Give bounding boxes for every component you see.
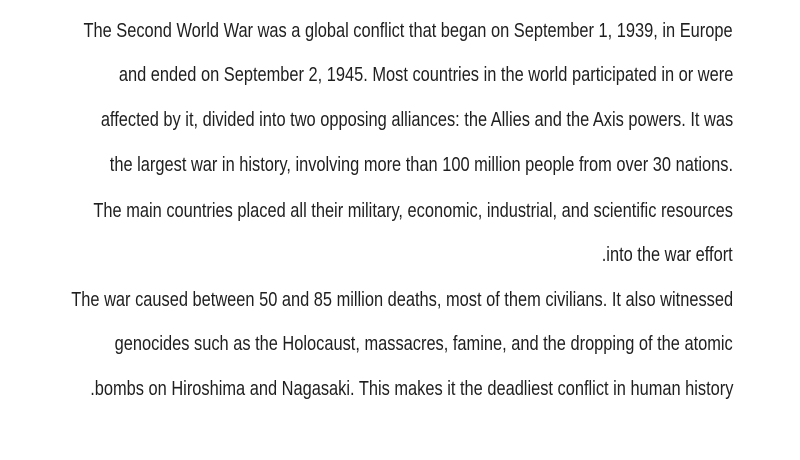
text-line: .bombs on Hiroshima and Nagasaki. This makes it the deadliest conflict in human history bbox=[89, 378, 733, 400]
text-line: the largest war in history, involving more than 100 million people from over 30 nations. bbox=[109, 154, 733, 176]
text-line: The Second World War was a global conflict that began on September 1, 1939, in Europe bbox=[83, 20, 733, 42]
text-line: and ended on September 2, 1945. Most countries in the world participated in or were bbox=[118, 64, 733, 86]
text-line: affected by it, divided into two opposing alliances: the Allies and the Axis powers. It was bbox=[100, 109, 733, 131]
text-line: .into the war effort bbox=[602, 244, 733, 266]
text-line: The war caused between 50 and 85 million deaths, most of them civilians. It also witnessed bbox=[71, 289, 733, 311]
text-line: The main countries placed all their military, economic, industrial, and scientific resources bbox=[93, 200, 733, 222]
text-line: genocides such as the Holocaust, massacres, famine, and the dropping of the atomic bbox=[114, 333, 733, 355]
